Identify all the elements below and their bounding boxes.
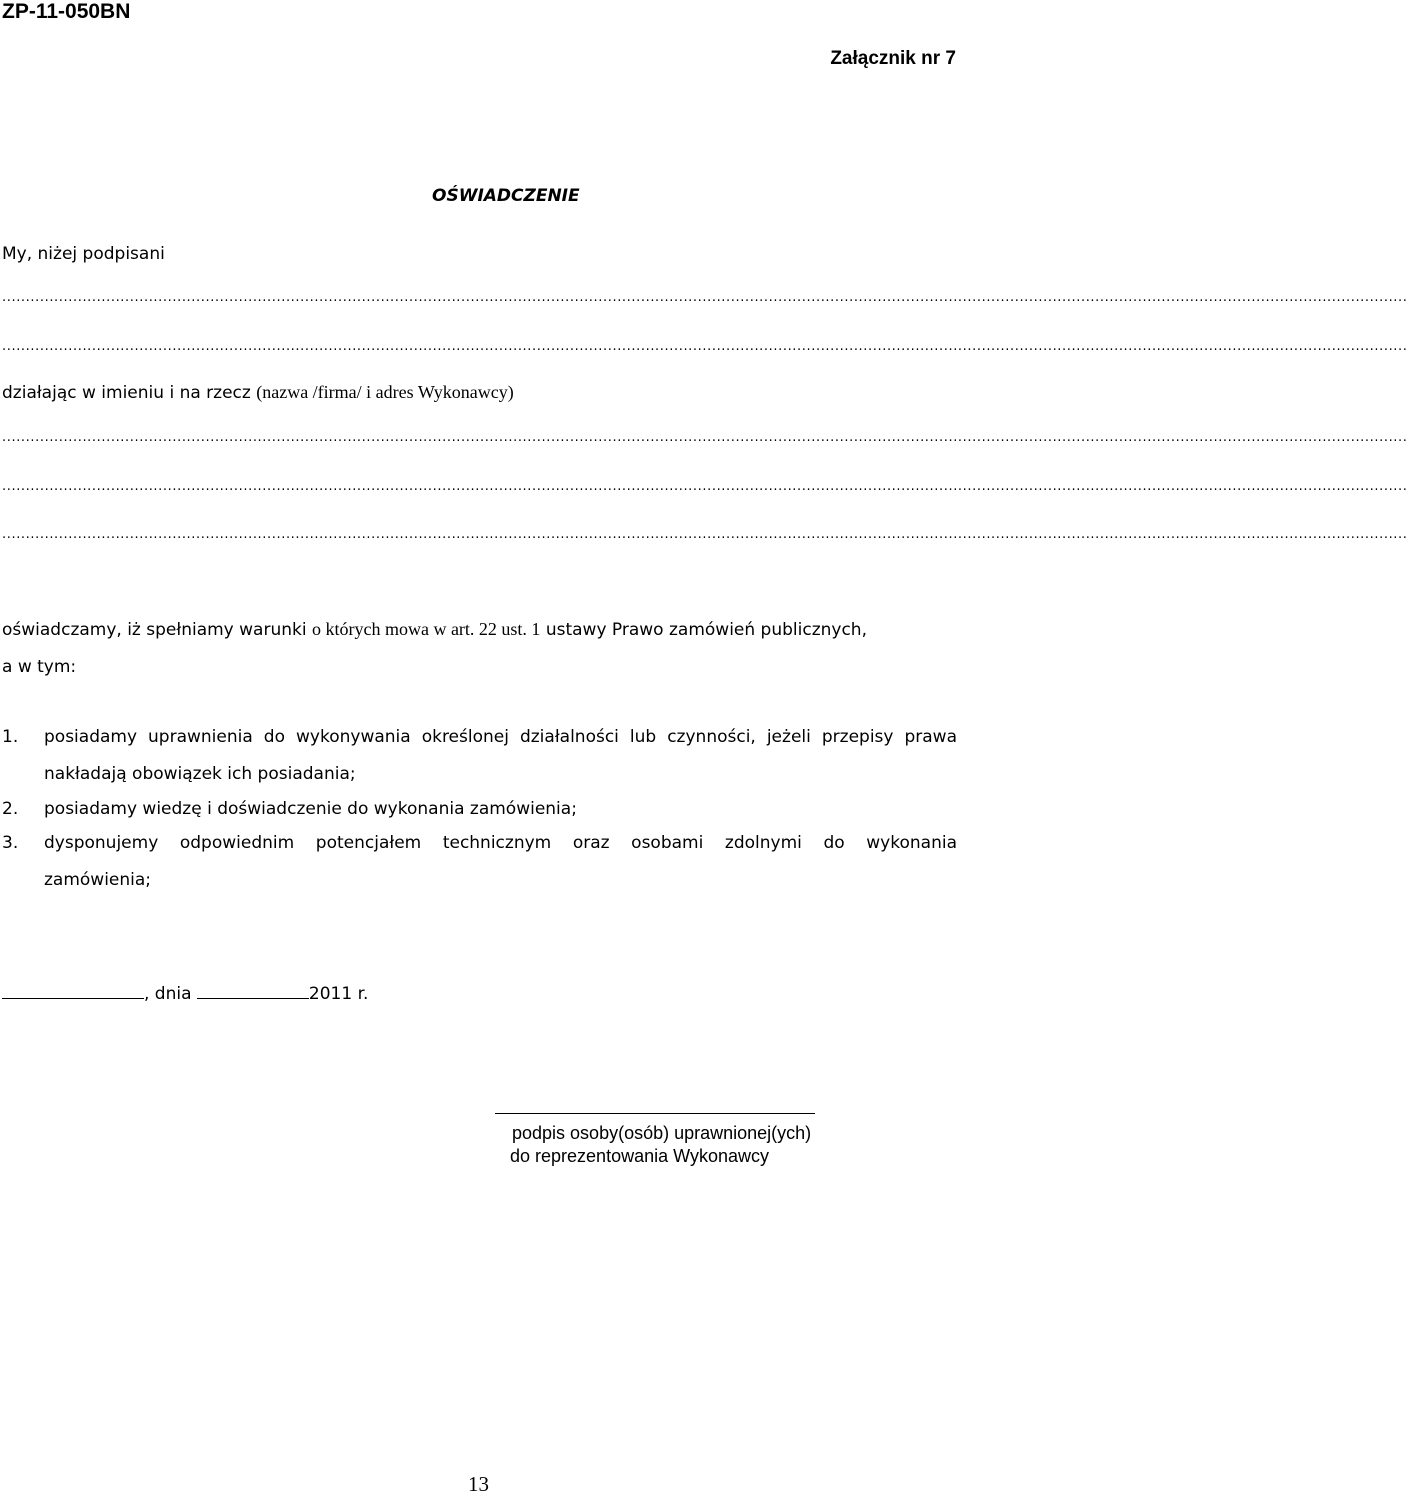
list-item-text: nakładają obowiązek ich posiadania; bbox=[44, 764, 356, 784]
fill-in-line: ......................................................................................................................................................................................................................................................................................................... bbox=[2, 430, 1408, 445]
contractor-name-hint: (nazwa /firma/ i adres Wykonawcy) bbox=[256, 382, 514, 402]
document-code: ZP-11-050BN bbox=[2, 0, 131, 23]
declaration-line-1 bbox=[2, 619, 867, 640]
acting-text: działając w imieniu i na rzecz bbox=[2, 383, 257, 403]
place-date-line bbox=[2, 984, 368, 1004]
list-item-number: 2. bbox=[2, 799, 19, 819]
acting-on-behalf-text bbox=[2, 382, 514, 403]
list-item-text: posiadamy wiedzę i doświadczenie do wykonania zamówienia; bbox=[44, 799, 577, 819]
fill-in-line: ......................................................................................................................................................................................................................................................................................................... bbox=[2, 527, 1408, 542]
year-label: 2011 r. bbox=[308, 984, 369, 1004]
page-title: OŚWIADCZENIE bbox=[432, 186, 580, 206]
signature-caption: podpis osoby(osób) uprawnionej(ych) bbox=[512, 1123, 812, 1143]
list-item-text: zamówienia; bbox=[44, 870, 152, 890]
fill-in-line: ......................................................................................................................................................................................................................................................................................................... bbox=[2, 479, 1408, 494]
page-number: 13 bbox=[468, 1472, 489, 1496]
intro-label: My, niżej podpisani bbox=[2, 244, 165, 264]
list-item-number: 3. bbox=[2, 833, 19, 853]
date-blank[interactable] bbox=[197, 984, 309, 999]
annex-label: Załącznik nr 7 bbox=[830, 48, 956, 69]
declaration-line-2: a w tym: bbox=[2, 657, 77, 677]
date-label: , dnia bbox=[144, 984, 197, 1004]
fill-in-line: ......................................................................................................................................................................................................................................................................................................... bbox=[2, 290, 1408, 305]
list-item-text: posiadamy uprawnienia do wykonywania określonej działalności lub czynności, jeżeli przepisy prawa bbox=[44, 727, 957, 747]
signature-caption: do reprezentowania Wykonawcy bbox=[510, 1146, 769, 1166]
place-blank[interactable] bbox=[2, 984, 144, 999]
list-item-number: 1. bbox=[2, 727, 19, 747]
signature-line bbox=[495, 1113, 815, 1114]
legal-reference: o których mowa w art. 22 ust. 1 bbox=[311, 619, 541, 639]
declaration-text: ustawy Prawo zamówień publicznych, bbox=[540, 620, 867, 640]
declaration-text: oświadczamy, iż spełniamy warunki bbox=[2, 620, 312, 640]
list-item-text: dysponujemy odpowiednim potencjałem technicznym oraz osobami zdolnymi do wykonania bbox=[44, 833, 957, 853]
fill-in-line: ......................................................................................................................................................................................................................................................................................................... bbox=[2, 339, 1408, 354]
